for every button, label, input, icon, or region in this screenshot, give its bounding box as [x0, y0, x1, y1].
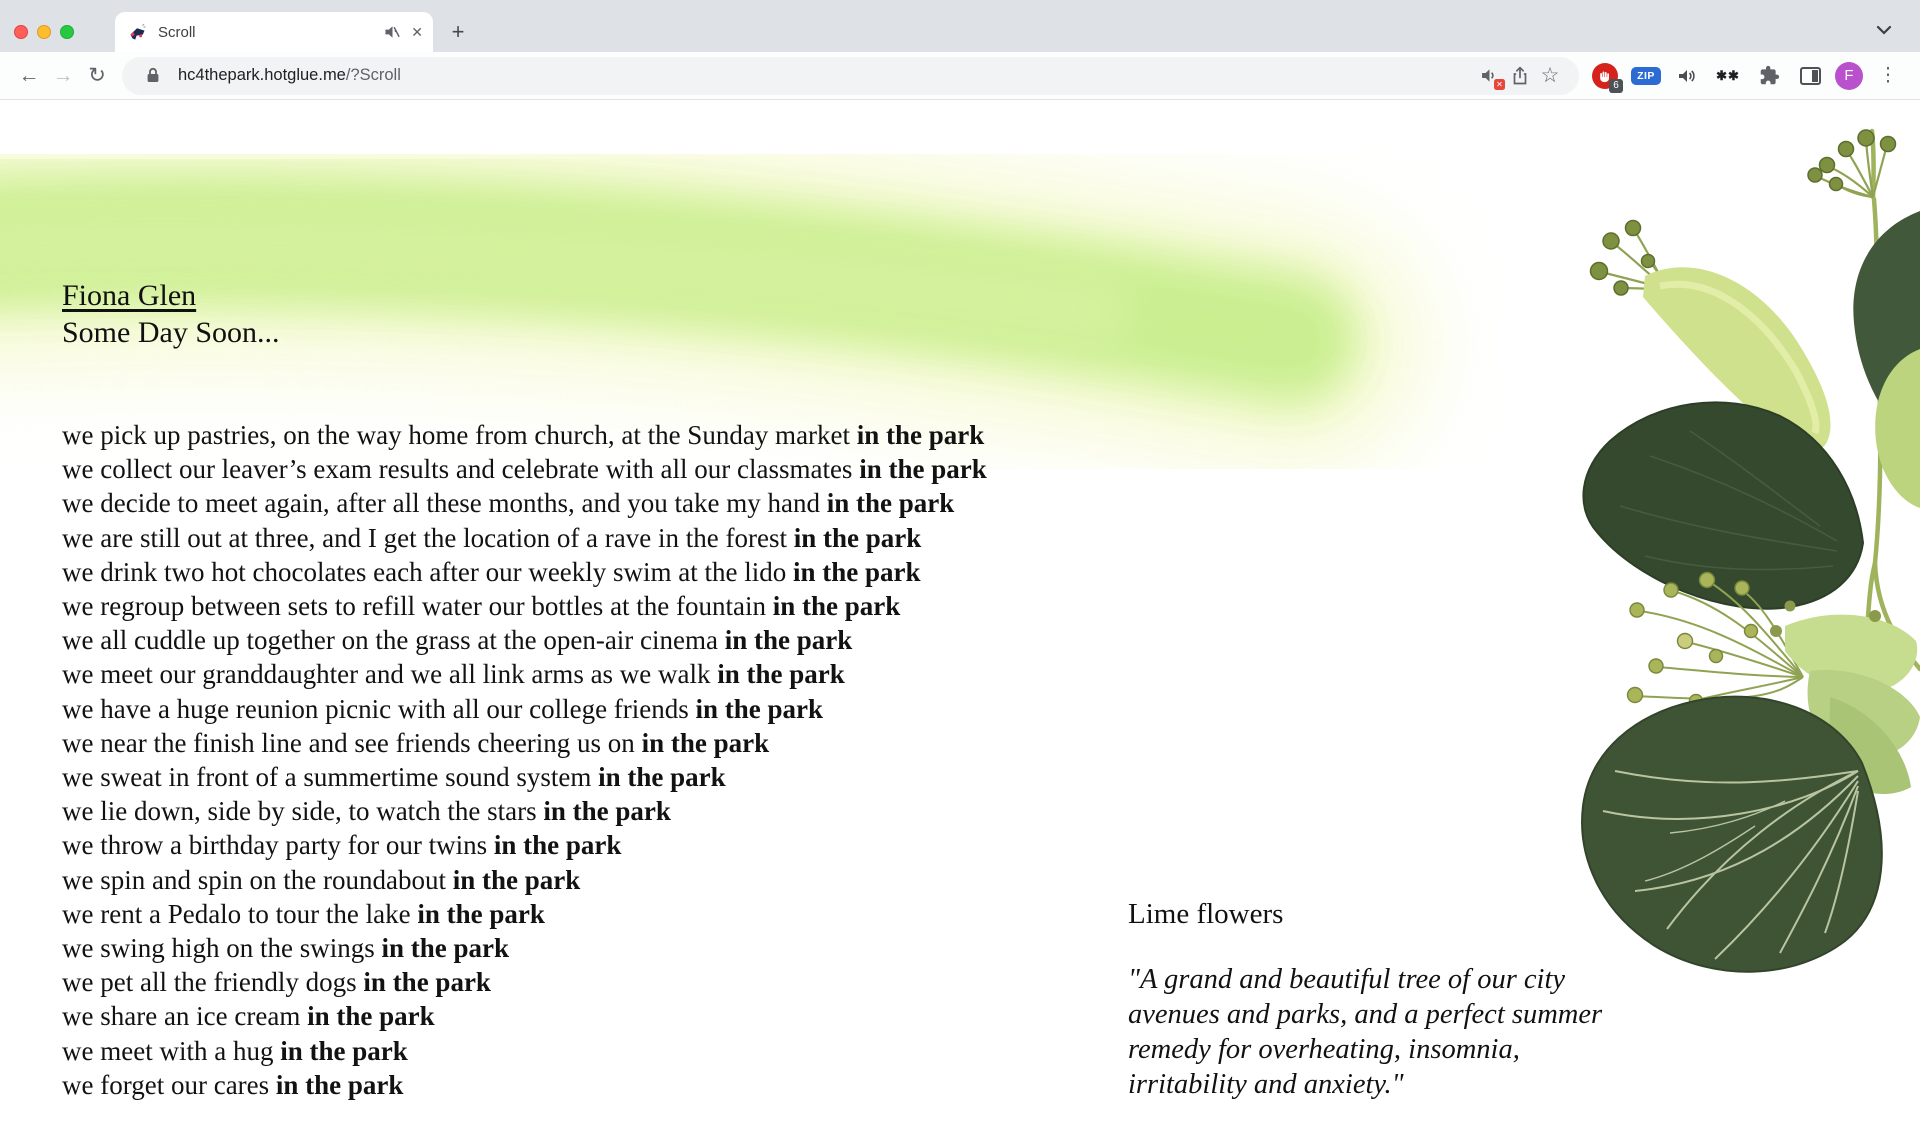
- back-button[interactable]: ←: [18, 63, 40, 87]
- poem-line: we pet all the friendly dogs in the park: [62, 967, 491, 998]
- caption-quote-line: remedy for overheating, insomnia,: [1128, 1034, 1520, 1065]
- poem-title: Some Day Soon...: [62, 316, 280, 349]
- asterisks-extension-icon[interactable]: ✱✱: [1716, 67, 1740, 83]
- tab-search-chevron-icon[interactable]: [1876, 22, 1892, 40]
- tab-audio-muted-indicator-icon[interactable]: [1475, 61, 1505, 91]
- poem-line: we pick up pastries, on the way home from church, at the Sunday market in the park: [62, 420, 985, 450]
- webpage-content: [0, 101, 1920, 1146]
- poem: [62, 418, 987, 1102]
- reload-button[interactable]: ↻: [88, 64, 106, 87]
- poem-line: we collect our leaver’s exam results and celebrate with all our classmates in the park: [62, 454, 987, 485]
- caption-quote-line: irritability and anxiety.": [1128, 1069, 1404, 1100]
- close-tab-icon[interactable]: ✕: [411, 23, 423, 40]
- browser-toolbar: [0, 52, 1920, 100]
- forward-button[interactable]: →: [52, 63, 74, 87]
- tab-scroll[interactable]: [115, 12, 433, 52]
- poem-line: we forget our cares in the park: [62, 1069, 404, 1100]
- tab-strip: [0, 0, 1920, 52]
- poem-line: we rent a Pedalo to tour the lake in the park: [62, 898, 545, 929]
- caption-quote-line: avenues and parks, and a perfect summer: [1128, 999, 1603, 1030]
- close-window-button[interactable]: [14, 25, 28, 39]
- browser-menu-icon[interactable]: ⋮: [1878, 65, 1898, 86]
- url-text[interactable]: [178, 66, 1475, 85]
- hotglue-favicon-icon: [128, 22, 148, 42]
- poem-line: we throw a birthday party for our twins in the park: [62, 830, 622, 861]
- audio-extension-icon[interactable]: [1671, 60, 1703, 92]
- muted-x-badge: ✕: [1494, 79, 1505, 90]
- lock-icon[interactable]: [138, 61, 168, 91]
- window-controls: [14, 25, 74, 39]
- poem-line: we are still out at three, and I get the location of a rave in the forest in the park: [62, 522, 922, 553]
- poem-line: we meet with a hug in the park: [62, 1035, 408, 1066]
- url-domain: hc4thepark.hotglue.me: [178, 66, 346, 84]
- address-bar[interactable]: [122, 57, 1579, 95]
- extensions-area: [1589, 60, 1908, 92]
- lime-branch-image: [1575, 111, 1920, 981]
- poem-line: we share an ice cream in the park: [62, 1001, 435, 1032]
- poem-line: we have a huge reunion picnic with all our college friends in the park: [62, 693, 824, 724]
- new-tab-button[interactable]: +: [451, 19, 465, 44]
- tab-muted-icon[interactable]: [384, 24, 401, 40]
- caption-heading: Lime flowers: [1128, 898, 1284, 930]
- caption-quote-line: "A grand and beautiful tree of our city: [1128, 964, 1566, 995]
- minimize-window-button[interactable]: [37, 25, 51, 39]
- extensions-puzzle-icon[interactable]: [1753, 60, 1785, 92]
- poem-line: we spin and spin on the roundabout in the park: [62, 864, 581, 895]
- adblock-extension-icon[interactable]: [1589, 60, 1621, 92]
- poem-line: we sweat in front of a summertime sound system in the park: [62, 762, 726, 793]
- poem-line: we swing high on the swings in the park: [62, 933, 510, 964]
- byline-block: [62, 277, 280, 351]
- poem-line: we near the finish line and see friends cheering us on in the park: [62, 727, 770, 758]
- share-icon[interactable]: [1505, 61, 1535, 91]
- poem-line: we meet our granddaughter and we all link arms as we walk in the park: [62, 659, 845, 690]
- poem-line: we all cuddle up together on the grass at the open-air cinema in the park: [62, 625, 853, 656]
- poem-line: we drink two hot chocolates each after our weekly swim at the lido in the park: [62, 556, 921, 587]
- poem-line: we regroup between sets to refill water our bottles at the fountain in the park: [62, 591, 901, 622]
- poem-line: we lie down, side by side, to watch the stars in the park: [62, 796, 671, 827]
- author-link[interactable]: Fiona Glen: [62, 279, 197, 312]
- url-path: /?Scroll: [345, 66, 401, 84]
- adblock-count-badge: 6: [1609, 79, 1623, 93]
- caption-quote: [1128, 962, 1602, 1102]
- poem-line: we decide to meet again, after all these months, and you take my hand in the park: [62, 488, 955, 519]
- profile-avatar[interactable]: F: [1835, 62, 1863, 90]
- tab-title: Scroll: [158, 23, 196, 41]
- side-panel-icon[interactable]: [1794, 60, 1826, 92]
- zoom-window-button[interactable]: [60, 25, 74, 39]
- zip-extension-icon[interactable]: ZIP: [1630, 60, 1662, 92]
- bookmark-star-icon[interactable]: ☆: [1540, 64, 1560, 87]
